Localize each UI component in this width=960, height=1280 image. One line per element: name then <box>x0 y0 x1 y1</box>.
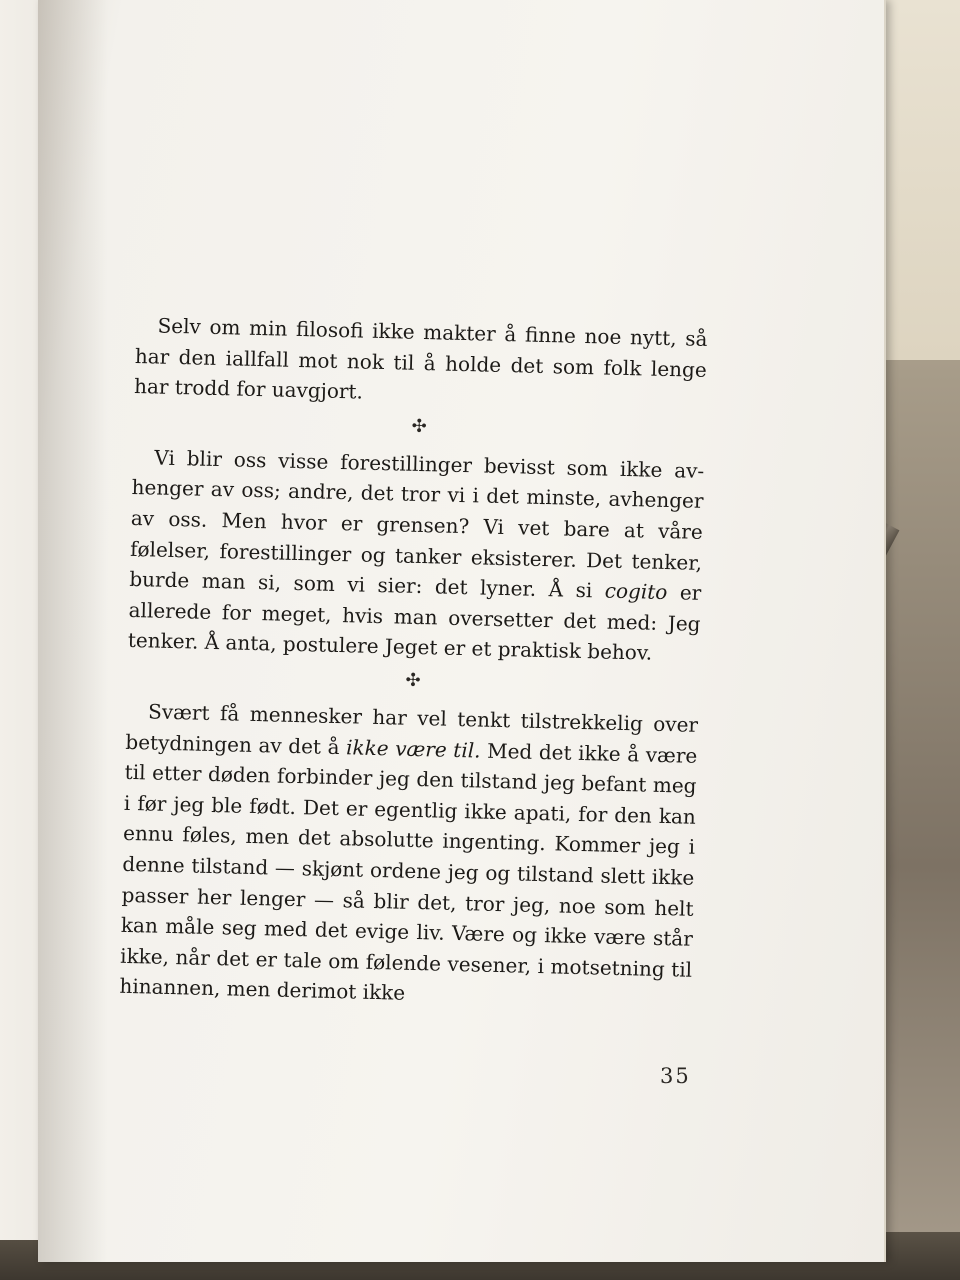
section-ornament-2: ✣ <box>405 669 421 691</box>
paragraph-3 <box>119 696 698 1016</box>
paragraph-1: Selv om min filosofi ikke makter å finne noe nytt, så har den iallfall mot nok til å holde det som folk lenge har trodd for uavgjort. <box>133 313 708 404</box>
paragraph-2-text-end: er allerede for meget, hvis man oversetter det med: Jeg tenker. Å anta, postulere Jeget er et praktisk behov. <box>127 580 702 666</box>
paragraph-3-italic: ikke være til. <box>345 734 481 763</box>
paragraph-2-italic: cogito <box>604 578 668 605</box>
book-page <box>38 0 886 1262</box>
page-text <box>119 310 708 1016</box>
paragraph-3-text-start: Svært få mennesker har vel tenkt tilstrekkelig over betydningen av det å <box>125 699 699 759</box>
gutter-shadow <box>38 0 108 1262</box>
page-number: 35 <box>660 1064 691 1088</box>
paragraph-3-text-end: Med det ikke å være til etter døden forbinder jeg den tilstand jeg befant meg i før jeg ble født. Det er egentlig ikke apati, for den kan ennu føles, men det absolutte ingenting. Kommer jeg i denne tilstand — skjønt ordene jeg og tilstand slett ikke passer her lenger — så blir det, tror jeg, noe som helt kan måle seg med det evige liv. Være og ikke være står ikke, når det er tale om følende vesener, i motsetning til hinannen, men derimot ikke <box>119 738 698 1006</box>
paragraph-2-text-start: Vi blir oss visse forestillinger bevisst som ikke avhenger av oss; andre, det tror vi i det minste, avhenger av oss. Men hvor er grensen? Vi vet bare at våre følelser, forestillinger og tanker eksisterer. Det tenker, burde man si, som vi sier: det lyner. Å si <box>129 445 705 603</box>
paragraph-2 <box>128 442 705 670</box>
section-ornament-1: ✣ <box>411 415 428 437</box>
